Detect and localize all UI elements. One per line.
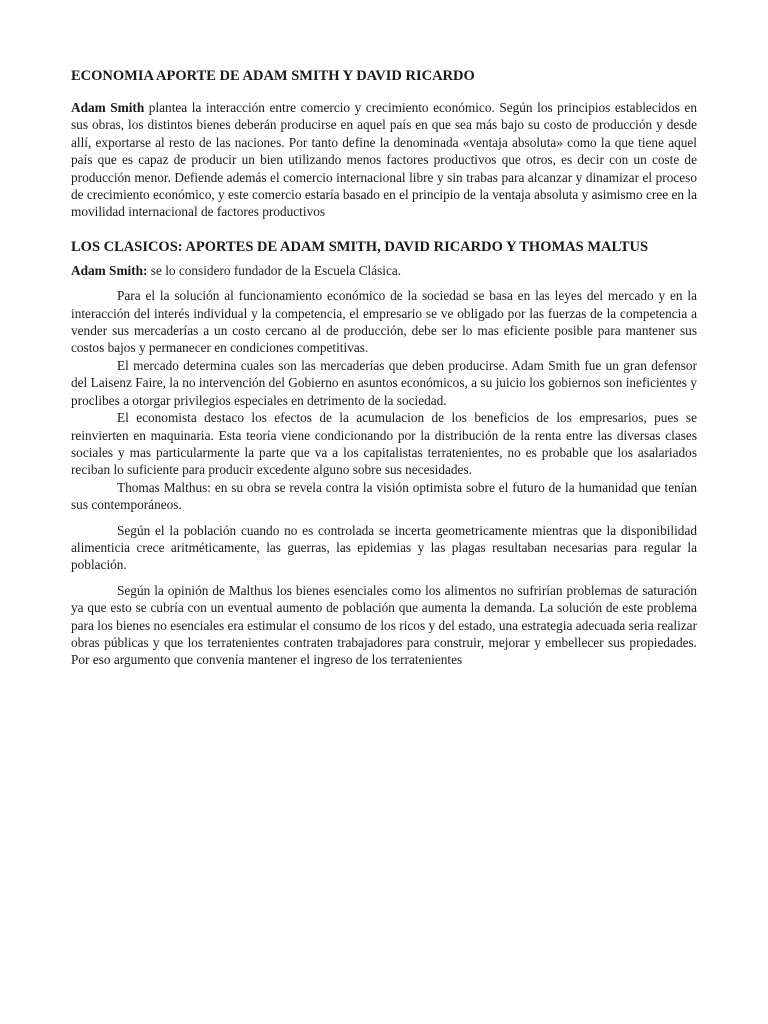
section-title: LOS CLASICOS: APORTES DE ADAM SMITH, DAVID RICARDO Y THOMAS MALTUS: [71, 238, 649, 255]
paragraph-market: Para el la solución al funcionamiento económico de la sociedad se basa en las leyes del mercado y en la interacción del interés individual y la competencia, el empresario se ve obligado por las fuerzas de la competencia a vender sus mercaderías a un costo cercano al de producción, debe ser lo mas eficiente posible para mantener sus costos bajos y permanecer en condiciones competitivas.: [71, 288, 697, 356]
document-page: [71, 68, 697, 669]
paragraph-accumulation: El economista destaco los efectos de la acumulacion de los beneficios de los empresarios, pues se reinvierten en maquinaria. Esta teoría viene condicionando por la distribución de la renta entre las diversas clases sociales y mas particularmente la parte que va a los capitalistas terratenientes, no es probable que los asalariados reciban lo suficiente para producir excedente alguno sobre sus necesidades.: [71, 410, 697, 478]
paragraph-malthus-goods: Según la opinión de Malthus los bienes esenciales como los alimentos no sufrirían problemas de saturación ya que esto se cubría con un eventual aumento de población que aumenta la demanda. La solución de este problema para los bienes no esenciales era estimular el consumo de los ricos y del estado, una estrategia adecuada seria realizar obras públicas y que los terratenientes contraten trabajadores para construir, mejorar y embellecer sus propiedades. Por eso argumento que convenía mantener el ingreso de los terratenientes: [71, 582, 697, 668]
intro-bold-name: Adam Smith: [71, 100, 145, 115]
intro-text: plantea la interacción entre comercio y crecimiento económico. Según los principios establecidos en sus obras, los distintos bienes deberán producirse en aquel país en que sea más bajo su costo de producción y desde allí, exportarse al resto de las naciones. Por tanto define la denominada «ventaja absoluta» como la que tiene aquel país que es capaz de producir un bien utilizando menos factores productivos que otros, es decir con un coste de producción menor. Defiende además el comercio internacional libre y sin trabas para alcanzar y dinamizar el proceso de crecimiento económico, y este comercio estaría basado en el principio de la ventaja absoluta y asimismo cree en la movilidad internacional de factores productivos: [71, 100, 697, 220]
smith-lead-paragraph: [71, 262, 697, 279]
smith-lead-text: se lo considero fundador de la Escuela Clásica.: [147, 262, 402, 278]
paragraph-population: Según el la población cuando no es controlada se incerta geometricamente mientras que la disponibilidad alimenticia crece aritméticamente, las guerras, las epidemias y las plagas resultaban necesarias para regular la población.: [71, 522, 697, 573]
paragraph-laissez-faire: El mercado determina cuales son las mercaderías que deben producirse. Adam Smith fue un gran defensor del Laisenz Faire, la no intervención del Gobierno en asuntos económicos, a su juicio los gobiernos son ineficientes y proclibes a otorgar privilegios especiales en detrimento de la sociedad.: [71, 357, 697, 408]
intro-paragraph: [71, 99, 697, 221]
paragraph-malthus-intro: Thomas Malthus: en su obra se revela contra la visión optimista sobre el futuro de la humanidad que tenían sus contemporáneos.: [71, 479, 697, 513]
smith-lead-bold: Adam Smith:: [71, 262, 148, 278]
document-title: ECONOMIA APORTE DE ADAM SMITH Y DAVID RICARDO: [71, 68, 475, 84]
